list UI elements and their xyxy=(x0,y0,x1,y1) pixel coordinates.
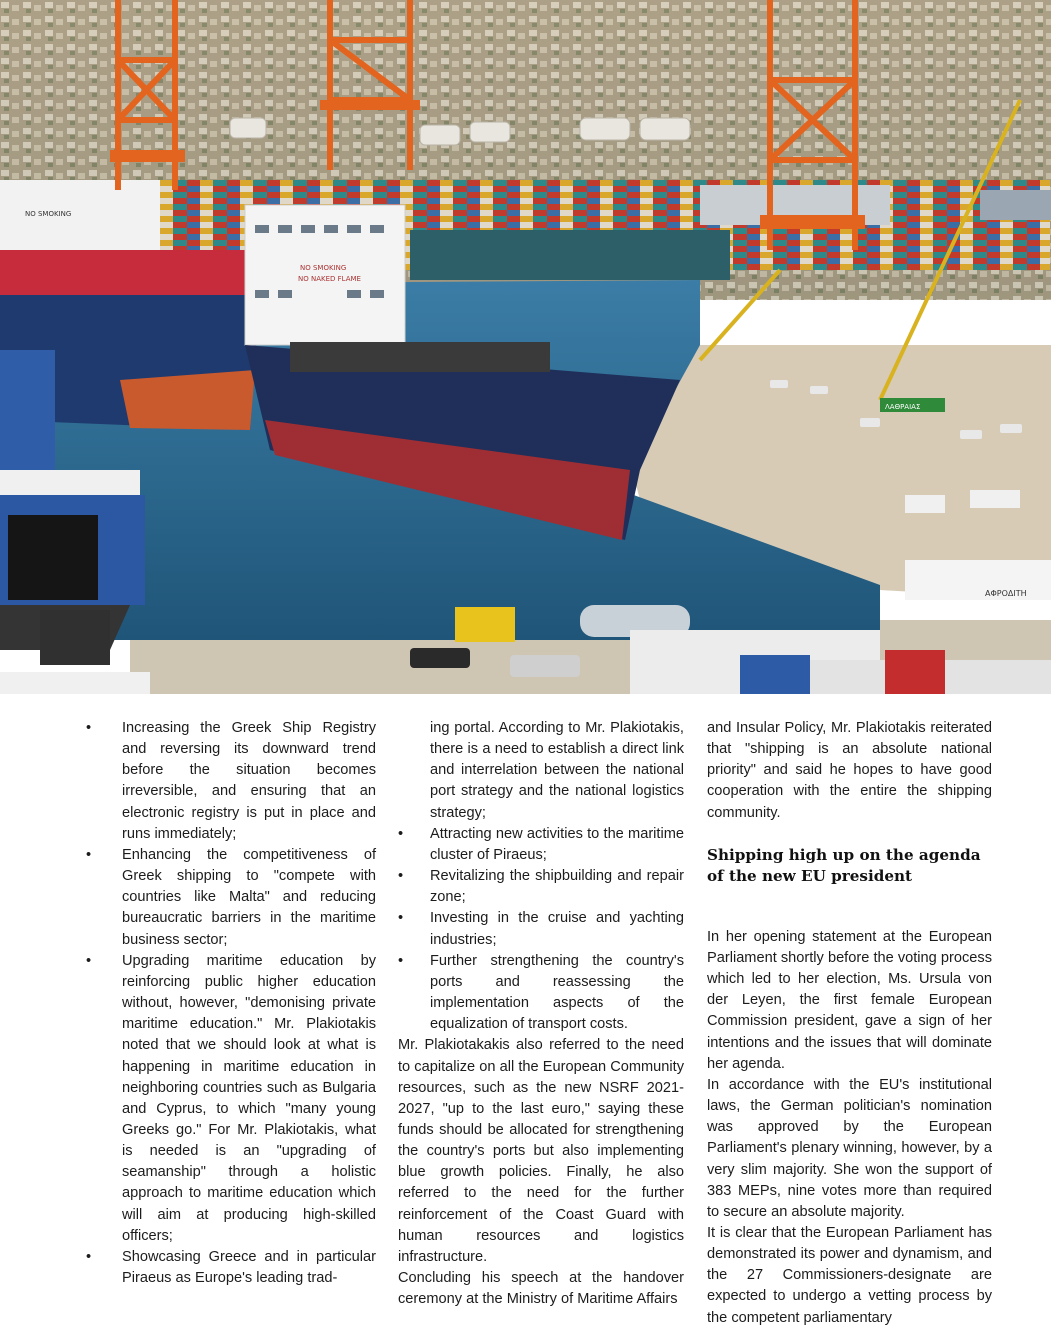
list-item-text: Investing in the cruise and yachting industries; xyxy=(430,910,684,948)
bullet-list-2 xyxy=(398,824,684,1036)
bullet-icon: • xyxy=(398,825,404,842)
bullet-icon: • xyxy=(398,868,404,885)
body-paragraph: In accordance with the EU's institutional laws, the German politician's nomination was approved by the European Parliament's plenary winning, however, by a very slim majority. She won the support of 383 MEPs, nine votes more than required to secure an absolute majority. xyxy=(707,1076,992,1220)
list-item xyxy=(398,866,684,908)
list-item-text: Enhancing the competitiveness of Greek shipping to "compete with countries like Malta" and reducing bureaucratic barriers in the maritime business sector; xyxy=(122,846,376,948)
body-paragraph: Mr. Plakiotakakis also referred to the need to capitalize on all the European Community resources, such as the new NSRF 2021-2027, "up to the last euro," saying these funds should be allocated for strengthening the country's ports but also implementing blue growth policies. Finally, he also referred to the need for the further reinforcement of the Coast Guard with human resources and logistics infrastructure. xyxy=(398,1037,684,1265)
bullet-continuation: ing portal. According to Mr. Plakiotakis, there is a need to establish a direct link and interrelation between the national port strategy and the national logistics strategy; xyxy=(430,720,684,821)
text-column-2 xyxy=(398,718,684,1310)
body-paragraph: Concluding his speech at the handover ceremony at the Ministry of Maritime Affairs xyxy=(398,1270,684,1308)
body-paragraph: In her opening statement at the European Parliament shortly before the voting process which led to her election, Ms. Ursula von der Leyen, the first female European Commission president, gave a sign of her intentions and the issues that will dominate her agenda. xyxy=(707,928,992,1072)
section-heading: Shipping high up on the agenda of the new EU president xyxy=(707,845,981,885)
tanker-sign: NO SMOKING xyxy=(25,210,72,218)
list-item xyxy=(398,951,684,1036)
bullet-icon: • xyxy=(398,952,404,969)
list-item-text: Further strengthening the country's ports and reassessing the implementation aspects of the equalization of transport costs. xyxy=(430,952,684,1033)
list-item-text: Attracting new activities to the maritime cluster of Piraeus; xyxy=(430,825,684,863)
list-item-text: Revitalizing the shipbuilding and repair zone; xyxy=(430,868,684,906)
text-column-3 xyxy=(707,718,992,1329)
bullet-list-1 xyxy=(86,718,376,1289)
list-item xyxy=(398,908,684,950)
list-item xyxy=(86,845,376,951)
bullet-icon: • xyxy=(86,720,92,736)
list-item xyxy=(86,718,376,845)
list-item xyxy=(398,824,684,866)
boat-name: ΑΦΡΟΔΙΤΗ xyxy=(985,589,1027,598)
list-item xyxy=(86,951,376,1247)
list-item-text: Increasing the Greek Ship Registry and reversing its downward trend before the situation becomes irreversible, and ensuring that an electronic registry is put in place and runs immediately; xyxy=(122,720,376,842)
list-item xyxy=(86,1247,376,1289)
bullet-icon: • xyxy=(86,846,92,863)
vehicle-sign: ΛΑΘΡΑΙΑΣ xyxy=(885,403,921,411)
text-column-1 xyxy=(86,718,376,1289)
list-item-text: Showcasing Greece and in particular Piraeus as Europe's leading trad- xyxy=(122,1248,376,1287)
body-paragraph: and Insular Policy, Mr. Plakiotakis reiterated that "shipping is an absolute national priority" and said he hopes to have good cooperation with the entire the shipping community. xyxy=(707,720,992,821)
list-item-text: Upgrading maritime education by reinforcing public higher education without, however, "demonising private maritime education." Mr. Plakiotakis noted that we should look at what is happening in maritime education in neighboring countries such as Bulgaria and Cyprus, to which "many young Greeks go." For Mr. Plakiotakis, what is needed is an "upgrading of seamanship" through a holistic approach to maritime education which will aim at producing high-skilled officers; xyxy=(122,952,376,1244)
ship-sign-2: NO NAKED FLAME xyxy=(298,275,361,283)
bullet-icon: • xyxy=(398,910,404,927)
bullet-icon: • xyxy=(86,1248,92,1265)
body-paragraph: It is clear that the European Parliament has demonstrated its power and dynamism, and the 27 Commissioners-designate are expected to undergo a vetting process by the competent parliamentary xyxy=(707,1224,992,1326)
ship-sign-1: NO SMOKING xyxy=(300,264,347,272)
bullet-icon: • xyxy=(86,952,92,969)
